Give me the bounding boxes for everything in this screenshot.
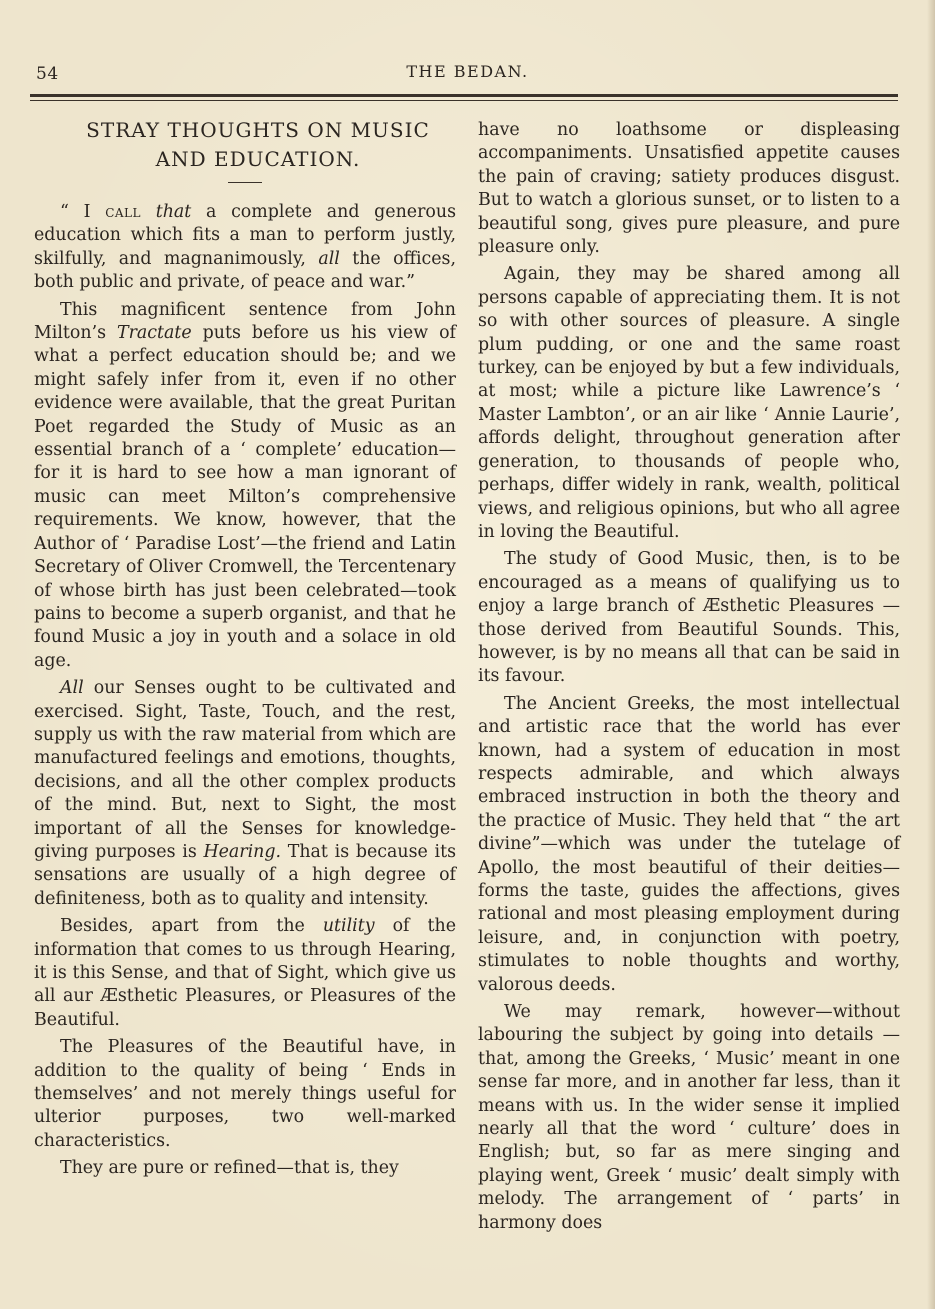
paragraph bbox=[34, 299, 456, 674]
text-run bbox=[141, 202, 156, 222]
paragraph bbox=[478, 119, 900, 259]
article-title-line-1: STRAY THOUGHTS ON MUSIC bbox=[86, 118, 430, 142]
right-paragraphs bbox=[478, 119, 900, 1235]
paragraph bbox=[34, 1036, 456, 1153]
text-run: Besides, apart from the bbox=[60, 916, 323, 937]
text-run: The study of Good Music, then, is to be encouraged as a means of qualifying us to enjoy a large branch of Æsthetic Pleasures —those derived from Beautiful Sounds. This, however, is by no means all that can be said in its favour. bbox=[478, 549, 900, 687]
text-run: have no loathsome or displeasing accompaniments. Unsatisfied appetite causes the pain of craving; satiety produces disgust. But to watch a glorious sunset, or to listen to a beautiful song, gives pure pleasure, and pure pleasure only. bbox=[478, 120, 900, 258]
italic-text: All bbox=[60, 678, 84, 699]
running-title: THE BEDAN. bbox=[406, 62, 529, 81]
right-column bbox=[478, 119, 900, 1235]
paragraph bbox=[478, 1001, 900, 1235]
text-run: puts before us his view of what a perfect education should be; and we might safely infer from it, even if no other evidence were available, that the great Puritan Poet regarded the Study of Music as an essential branch of a ‘ complete’ education—for it is hard to see how a man ignorant of music can meet Milton’s comprehensive requirements. We know, however, that the Author of ‘ Paradise Lost’—the friend and Latin Secretary of Oliver Cromwell, the Tercentenary of whose birth has just been celebrated—took pains to become a superb organist, and that he found Music a joy in youth and a solace in old age. bbox=[34, 323, 456, 671]
text-run: Again, they may be shared among all persons capable of appreciating them. It is not so with other sources of pleasure. A single plum pudding, or one and the same roast turkey, can be enjoyed by but a few individuals, at most; while a picture like Lawrence’s ‘ Master Lambton’, or an air like ‘ Annie Laurie’, affords delight, throughout generation after generation, to thousands of people who, perhaps, differ widely in rank, wealth, political views, and religious opinions, but who all agree in loving the Beautiful. bbox=[478, 264, 900, 542]
italic-text: Hearing. bbox=[203, 841, 282, 862]
paragraph bbox=[34, 1157, 456, 1180]
header-rule-thin bbox=[30, 100, 898, 101]
text-run: The Pleasures of the Beautiful have, in addition to the quality of being ‘ Ends in themselves’ and not merely things useful for ulterior purposes, two well-marked characteristics. bbox=[34, 1037, 456, 1151]
italic-text: that bbox=[155, 202, 192, 222]
text-run: our Senses ought to be cultivated and exercised. Sight, Taste, Touch, and the rest, supply us with the raw material from which are manufactured feelings and emotions, thoughts, decisions, and all the other complex products of the mind. But, next to Sight, the most important of all the Senses for knowledge-giving purposes is bbox=[34, 678, 456, 862]
paragraph bbox=[478, 263, 900, 544]
text-run: They are pure or refined—that is, they bbox=[60, 1158, 399, 1179]
text-run: The Ancient Greeks, the most intellectual and artistic race that the world has ever known, had a system of education in most respects admirable, and which always embraced instruction in both the theory and the practice of Music. They held that “ the art divine”—which was under the tutelage of Apollo, the most beautiful of their deities—forms the taste, guides the affections, gives rational and most pleasing employment during leisure, and, in conjunction with poetry, stimulates to noble thoughts and worthy, valorous deeds. bbox=[478, 693, 900, 995]
header-rule-thick bbox=[30, 94, 898, 97]
paragraph bbox=[34, 915, 456, 1032]
paragraph bbox=[478, 548, 900, 688]
text-run: “ I bbox=[60, 202, 106, 222]
paragraph bbox=[478, 693, 900, 997]
text-run: of the information that comes to us through Hearing, it is this Sense, and that of Sight, which give us all aur Æsthetic Pleasures, or Pleasures of the Beautiful. bbox=[34, 916, 456, 1030]
left-column bbox=[34, 116, 456, 1181]
italic-text: Tractate bbox=[117, 323, 192, 344]
page-edge-shadow bbox=[927, 0, 935, 1309]
left-paragraphs bbox=[34, 201, 456, 1181]
text-run: We may remark, however—without labouring the subject by going into details —that, among the Greeks, ‘ Music’ meant in one sense far more, and in another far less, than it means with us. In the wider sense it implied nearly all that the word ‘ culture’ does in English; but, so far as mere singing and playing went, Greek ‘ music’ dealt simply with melody. The arrangement of ‘ parts’ in harmony does bbox=[478, 1002, 900, 1233]
text-run: This magnificent sentence from John Milton’s bbox=[34, 299, 456, 344]
italic-text: utility bbox=[322, 916, 375, 937]
text-run: call bbox=[105, 202, 141, 222]
text-run: a complete and generous education which fits a man to perform justly, skilfully, and magnanimously, bbox=[34, 202, 456, 269]
italic-text: all bbox=[318, 248, 340, 269]
paragraph bbox=[34, 677, 456, 911]
paragraph bbox=[34, 201, 456, 295]
title-divider bbox=[228, 182, 262, 183]
page-number: 54 bbox=[36, 64, 59, 84]
text-run: the offices, both public and private, of peace and war.” bbox=[34, 248, 456, 293]
article-title-line-2: AND EDUCATION. bbox=[155, 147, 361, 171]
text-run: That is because its sensations are usually of a high degree of definiteness, both as to quality and intensity. bbox=[34, 841, 456, 909]
